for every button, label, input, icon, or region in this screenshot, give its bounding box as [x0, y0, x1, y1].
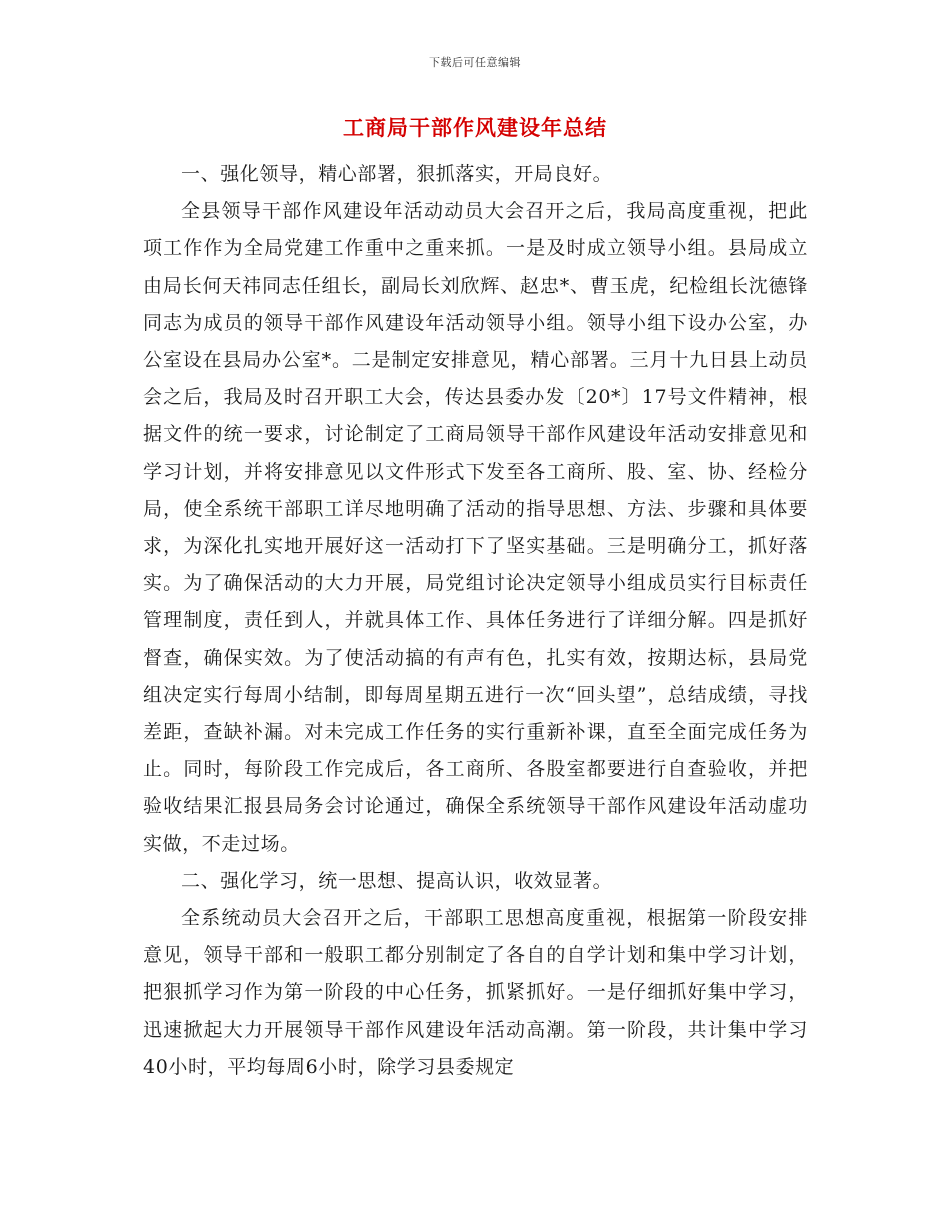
document-body [143, 156, 808, 1086]
section-heading-1: 一、强化领导，精心部署，狠抓落实，开局良好。 [181, 163, 613, 185]
document-title: 工商局干部作风建设年总结 [343, 116, 607, 140]
header-note: 下载后可任意编辑 [429, 56, 521, 69]
section-heading-2: 二、强化学习，统一思想、提高认识，收效显著。 [181, 869, 613, 892]
body-paragraph-1: 全县领导干部作风建设年活动动员大会召开之后，我局高度重视，把此项工作作为全局党建工作重中之重来抓。一是及时成立领导小组。县局成立由局长何天祎同志任组长，副局长刘欣辉、赵忠*、曹玉虎，纪检组长沈德锋同志为成员的领导干部作风建设年活动领导小组。领导小组下设办公室，办公室设在县局办公室*。二是制定安排意见，精心部署。三月十九日县上动员会之后，我局及时召开职工大会，传达县委办发〔20*〕17号文件精神，根据文件的统一要求，讨论制定了工商局领导干部作风建设年活动安排意见和学习计划，并将安排意见以文件形式下发至各工商所、股、室、协、经检分局，使全系统干部职工详尽地明确了活动的指导思想、方法、步骤和具体要求，为深化扎实地开展好这一活动打下了坚实基础。三是明确分工，抓好落实。为了确保活动的大力开展，局党组讨论决定领导小组成员实行目标责任管理制度，责任到人，并就具体工作、具体任务进行了详细分解。四是抓好督查，确保实效。为了使活动搞的有声有色，扎实有效，按期达标，县局党组决定实行每周小结制，即每周星期五进行一次“回头望”，总结成绩，寻找差距，查缺补漏。对未完成工作任务的实行重新补课，直至全面完成任务为止。同时，每阶段工作完成后，各工商所、各股室都要进行自查验收，并把验收结果汇报县局务会讨论通过，确保全系统领导干部作风建设年活动虚功实做，不走过场。 [143, 200, 808, 855]
body-paragraph-2: 全系统动员大会召开之后，干部职工思想高度重视，根据第一阶段安排意见，领导干部和一般职工都分别制定了各自的自学计划和集中学习计划，把狠抓学习作为第一阶段的中心任务，抓紧抓好。一是仔细抓好集中学习，迅速掀起大力开展领导干部作风建设年活动高潮。第一阶段，共计集中学习40小时，平均每周6小时，除学习县委规定 [143, 907, 808, 1078]
